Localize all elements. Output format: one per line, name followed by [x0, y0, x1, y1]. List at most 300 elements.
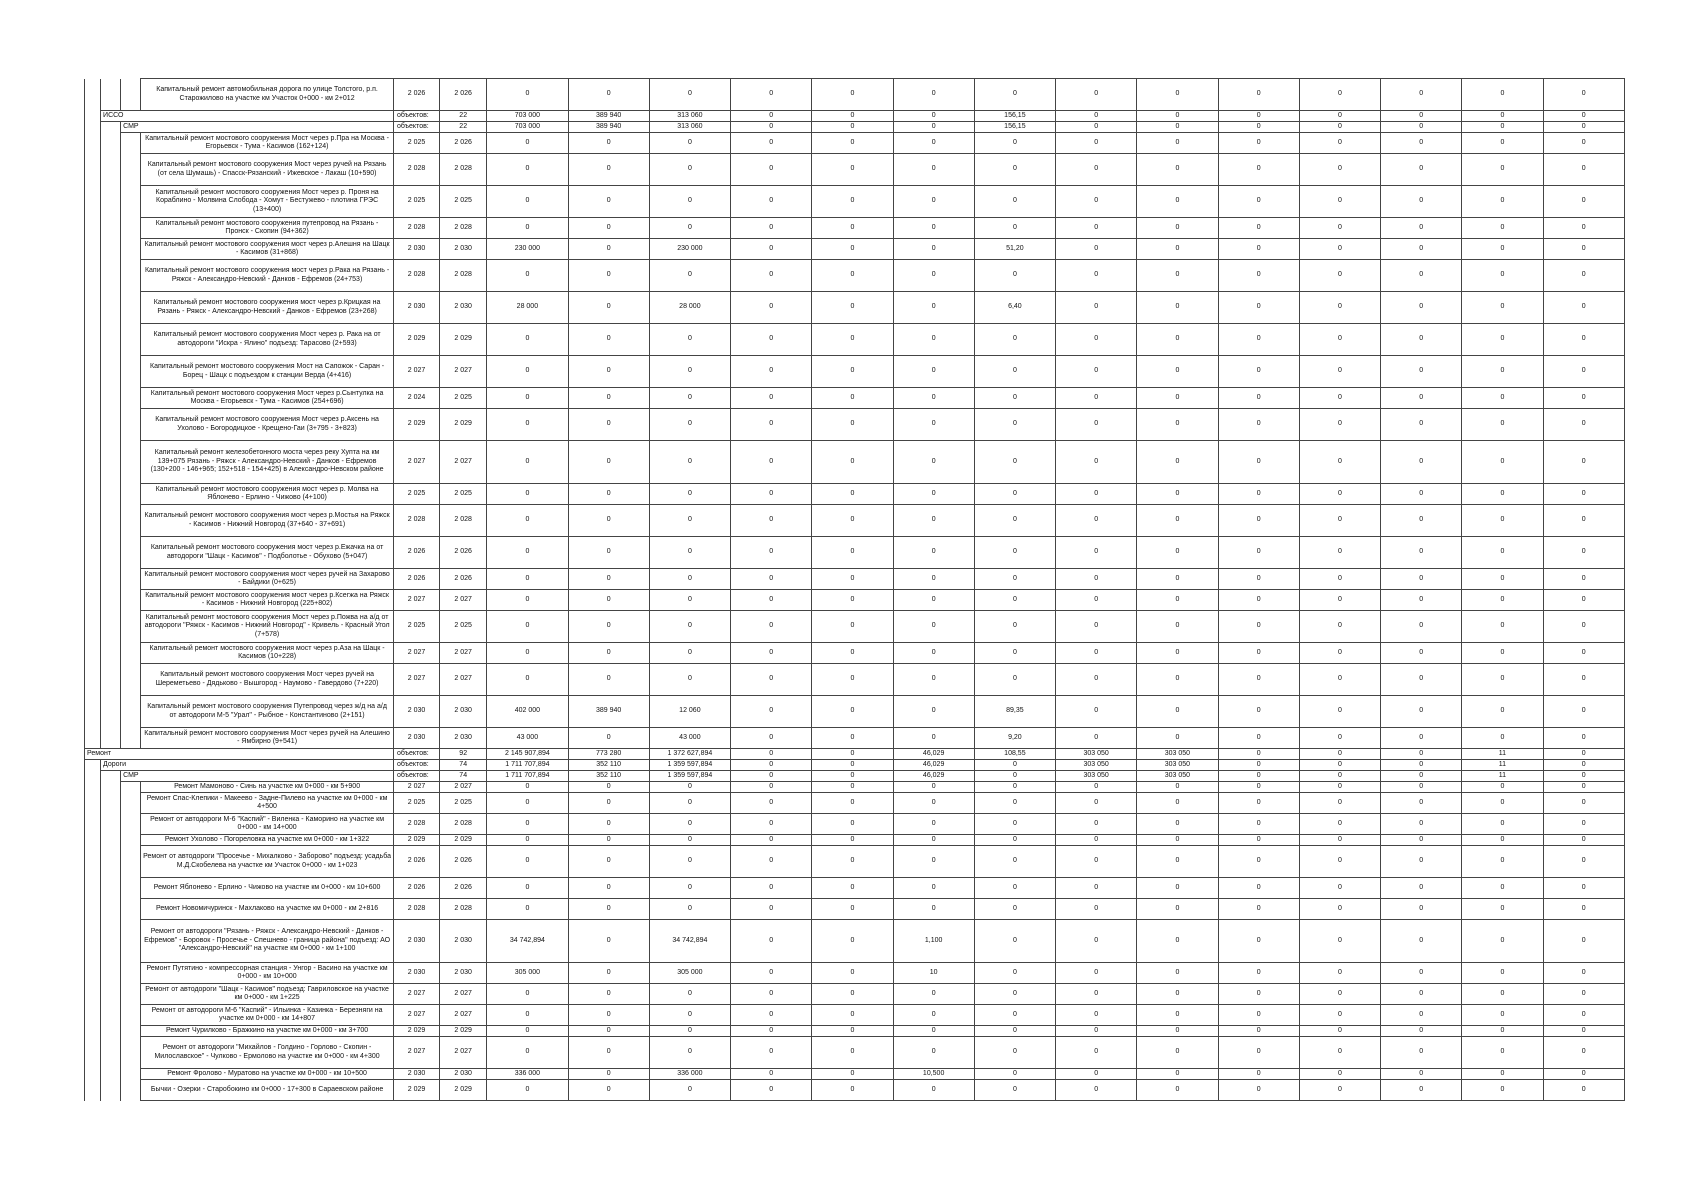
value-cell: 0 [1462, 111, 1543, 122]
value-cell: 0 [731, 760, 812, 771]
end-year-cell: 2 028 [440, 899, 487, 920]
value-cell: 0 [1381, 79, 1462, 111]
table-row [85, 984, 1625, 1005]
value-cell: 0 [1462, 590, 1543, 611]
value-cell: 0 [812, 760, 893, 771]
indent-cell [85, 409, 101, 441]
start-year-cell: 2 029 [393, 1026, 439, 1037]
end-year-cell: 2 028 [440, 154, 487, 186]
indent-cell [101, 899, 121, 920]
end-year-cell: 2 029 [440, 1080, 487, 1101]
table-row [85, 1005, 1625, 1026]
indent-cell [121, 590, 141, 611]
table-row [85, 1080, 1625, 1101]
value-cell: 0 [974, 388, 1055, 409]
value-cell: 0 [1381, 260, 1462, 292]
indent-cell [101, 484, 121, 505]
value-cell: 0 [893, 388, 974, 409]
object-name-cell: Капитальный ремонт мостового сооружения мост через р. Молва на Яблонево - Ерлино - Чижово (4+100) [141, 484, 394, 505]
value-cell: 0 [812, 1080, 893, 1101]
value-cell: 0 [1218, 664, 1299, 696]
value-cell: 0 [1543, 292, 1624, 324]
value-cell: 0 [568, 260, 649, 292]
object-name-cell: Ремонт от автодороги "Просечье - Михалково - Заборово" подъезд: усадьба М.Д.Скобелева на участке км Участок 0+000 - км 1+023 [141, 846, 394, 878]
value-cell: 0 [731, 643, 812, 664]
indent-cell [121, 186, 141, 218]
end-year-cell: 2 025 [440, 484, 487, 505]
value-cell: 0 [1218, 696, 1299, 728]
value-cell: 303 050 [1137, 771, 1218, 782]
objects-count-cell: 22 [440, 111, 487, 122]
value-cell: 0 [893, 260, 974, 292]
value-cell: 0 [1056, 611, 1137, 643]
value-cell: 0 [1381, 409, 1462, 441]
value-cell: 0 [649, 79, 730, 111]
value-cell: 0 [568, 218, 649, 239]
value-cell: 0 [649, 218, 730, 239]
value-cell: 0 [1381, 846, 1462, 878]
value-cell: 0 [1299, 484, 1380, 505]
value-cell: 0 [487, 846, 568, 878]
value-cell: 0 [731, 920, 812, 963]
value-cell: 0 [1218, 920, 1299, 963]
value-cell: 0 [812, 79, 893, 111]
value-cell: 0 [893, 441, 974, 484]
value-cell: 0 [1543, 239, 1624, 260]
object-name-cell: Капитальный ремонт мостового сооружения Путепровод через ж/д на а/д от автодороги М-5 "Урал" - Рыбное - Константиново (2+151) [141, 696, 394, 728]
value-cell: 0 [1137, 846, 1218, 878]
value-cell: 352 110 [568, 760, 649, 771]
table-row [85, 878, 1625, 899]
value-cell: 0 [893, 239, 974, 260]
end-year-cell: 2 029 [440, 1026, 487, 1037]
value-cell: 0 [649, 537, 730, 569]
value-cell: 0 [487, 793, 568, 814]
value-cell: 0 [1056, 696, 1137, 728]
value-cell: 0 [487, 186, 568, 218]
object-name-cell: Капитальный ремонт мостового сооружения мост через р.Мостья на Ряжск - Касимов - Нижний Новгород (37+640 - 37+691) [141, 505, 394, 537]
value-cell: 0 [1543, 1026, 1624, 1037]
value-cell: 0 [1381, 484, 1462, 505]
value-cell: 0 [974, 79, 1055, 111]
object-name-cell: Ремонт Фролово - Муратово на участке км 0+000 - км 10+500 [141, 1069, 394, 1080]
indent-cell [101, 963, 121, 984]
value-cell: 0 [1056, 814, 1137, 835]
table-body [85, 79, 1625, 1101]
value-cell: 0 [1381, 1005, 1462, 1026]
value-cell: 0 [487, 984, 568, 1005]
value-cell: 0 [649, 664, 730, 696]
value-cell: 0 [1299, 696, 1380, 728]
value-cell: 0 [893, 1037, 974, 1069]
value-cell: 0 [893, 505, 974, 537]
value-cell: 0 [974, 133, 1055, 154]
start-year-cell: 2 027 [393, 441, 439, 484]
value-cell: 0 [1218, 1005, 1299, 1026]
value-cell: 0 [1137, 388, 1218, 409]
value-cell: 0 [1381, 122, 1462, 133]
indent-cell [121, 835, 141, 846]
value-cell: 0 [1218, 292, 1299, 324]
value-cell: 0 [1299, 186, 1380, 218]
value-cell: 0 [974, 324, 1055, 356]
end-year-cell: 2 029 [440, 835, 487, 846]
indent-cell [101, 133, 121, 154]
indent-cell [85, 324, 101, 356]
value-cell: 0 [893, 122, 974, 133]
value-cell: 0 [893, 569, 974, 590]
value-cell: 0 [1299, 441, 1380, 484]
value-cell: 313 060 [649, 122, 730, 133]
value-cell: 0 [1543, 1069, 1624, 1080]
value-cell: 0 [1056, 484, 1137, 505]
indent-cell [101, 878, 121, 899]
object-name-cell: Капитальный ремонт мостового сооружения мост через ручей на Захарово - Байдики (0+625) [141, 569, 394, 590]
value-cell: 0 [649, 186, 730, 218]
indent-cell [121, 899, 141, 920]
value-cell: 0 [1056, 782, 1137, 793]
value-cell: 0 [1218, 154, 1299, 186]
value-cell: 0 [487, 814, 568, 835]
value-cell: 303 050 [1137, 760, 1218, 771]
value-cell: 0 [1137, 111, 1218, 122]
value-cell: 0 [1462, 133, 1543, 154]
value-cell: 34 742,894 [649, 920, 730, 963]
value-cell: 0 [1137, 79, 1218, 111]
value-cell: 0 [1056, 569, 1137, 590]
value-cell: 0 [731, 239, 812, 260]
end-year-cell: 2 030 [440, 920, 487, 963]
table-row [85, 484, 1625, 505]
object-name-cell: Ремонт Яблонево - Ерлино - Чижово на участке км 0+000 - км 10+600 [141, 878, 394, 899]
table-row [85, 899, 1625, 920]
value-cell: 0 [1543, 356, 1624, 388]
value-cell: 0 [1218, 846, 1299, 878]
start-year-cell: 2 029 [393, 1080, 439, 1101]
value-cell: 0 [1056, 122, 1137, 133]
start-year-cell: 2 027 [393, 590, 439, 611]
budget-table [84, 78, 1625, 1101]
value-cell: 0 [649, 324, 730, 356]
value-cell: 46,029 [893, 760, 974, 771]
value-cell: 0 [893, 782, 974, 793]
value-cell: 0 [1299, 409, 1380, 441]
indent-cell [121, 537, 141, 569]
value-cell: 0 [893, 899, 974, 920]
end-year-cell: 2 025 [440, 611, 487, 643]
start-year-cell: 2 030 [393, 1069, 439, 1080]
object-name-cell: Ремонт Путятино - компрессорная станция - Унгор - Васино на участке км 0+000 - км 10+000 [141, 963, 394, 984]
value-cell: 0 [568, 505, 649, 537]
value-cell: 0 [974, 782, 1055, 793]
end-year-cell: 2 030 [440, 696, 487, 728]
value-cell: 0 [1462, 846, 1543, 878]
value-cell: 0 [1462, 122, 1543, 133]
value-cell: 0 [1137, 154, 1218, 186]
value-cell: 28 000 [649, 292, 730, 324]
value-cell: 0 [812, 771, 893, 782]
indent-cell [101, 1005, 121, 1026]
value-cell: 0 [1381, 388, 1462, 409]
table-row [85, 133, 1625, 154]
value-cell: 0 [812, 814, 893, 835]
indent-cell [121, 505, 141, 537]
value-cell: 0 [812, 696, 893, 728]
value-cell: 0 [731, 505, 812, 537]
value-cell: 0 [812, 899, 893, 920]
value-cell: 0 [812, 388, 893, 409]
indent-cell [121, 920, 141, 963]
value-cell: 0 [649, 782, 730, 793]
value-cell: 0 [812, 984, 893, 1005]
object-name-cell: Капитальный ремонт автомобильная дорога по улице Толстого, р.п. Старожилово на участке км Участок 0+000 - км 2+012 [141, 79, 394, 111]
value-cell: 0 [1381, 835, 1462, 846]
value-cell: 0 [731, 484, 812, 505]
indent-cell [85, 611, 101, 643]
value-cell: 0 [893, 643, 974, 664]
value-cell: 0 [1299, 611, 1380, 643]
indent-cell [121, 878, 141, 899]
value-cell: 0 [568, 664, 649, 696]
value-cell: 0 [1543, 569, 1624, 590]
indent-cell [101, 356, 121, 388]
value-cell: 0 [1543, 846, 1624, 878]
value-cell: 0 [1056, 292, 1137, 324]
value-cell: 0 [893, 878, 974, 899]
value-cell: 0 [1299, 154, 1380, 186]
value-cell: 0 [1543, 122, 1624, 133]
start-year-cell: 2 028 [393, 218, 439, 239]
indent-cell [121, 409, 141, 441]
value-cell: 0 [1218, 782, 1299, 793]
value-cell: 0 [812, 920, 893, 963]
value-cell: 0 [1218, 611, 1299, 643]
value-cell: 0 [649, 569, 730, 590]
value-cell: 0 [1543, 1005, 1624, 1026]
indent-cell [101, 1026, 121, 1037]
value-cell: 0 [487, 899, 568, 920]
budget-table-sheet [84, 78, 1625, 1101]
value-cell: 0 [487, 1037, 568, 1069]
value-cell: 303 050 [1137, 749, 1218, 760]
value-cell: 0 [1218, 835, 1299, 846]
object-name-cell: Ремонт от автодороги "Рязань - Ряжск - Александро-Невский - Данков - Ефремов" - Боровок - Просечье - Спешнево - граница района" подъезд: АО "Александро-Невский" на участке км 0+000 - км 1+100 [141, 920, 394, 963]
value-cell: 0 [812, 590, 893, 611]
value-cell: 0 [893, 324, 974, 356]
value-cell: 0 [1056, 963, 1137, 984]
value-cell: 0 [1381, 590, 1462, 611]
end-year-cell: 2 025 [440, 388, 487, 409]
value-cell: 0 [731, 441, 812, 484]
value-cell: 0 [1299, 1037, 1380, 1069]
value-cell: 0 [893, 835, 974, 846]
value-cell: 0 [812, 484, 893, 505]
start-year-cell: 2 030 [393, 696, 439, 728]
end-year-cell: 2 025 [440, 793, 487, 814]
value-cell: 0 [1299, 920, 1380, 963]
object-name-cell: Капитальный ремонт мостового сооружения Мост через ручей на Алешино - Ямбирно (9+541) [141, 728, 394, 749]
value-cell: 0 [1543, 643, 1624, 664]
value-cell: 0 [974, 569, 1055, 590]
value-cell: 0 [731, 1026, 812, 1037]
value-cell: 0 [1462, 793, 1543, 814]
group-title-cell: ИССО [101, 111, 394, 122]
value-cell: 0 [1137, 218, 1218, 239]
value-cell: 0 [1381, 771, 1462, 782]
value-cell: 0 [1218, 388, 1299, 409]
value-cell: 0 [1543, 878, 1624, 899]
value-cell: 0 [1543, 728, 1624, 749]
start-year-cell: 2 025 [393, 611, 439, 643]
value-cell: 0 [893, 793, 974, 814]
value-cell: 0 [1137, 260, 1218, 292]
value-cell: 230 000 [487, 239, 568, 260]
value-cell: 0 [812, 122, 893, 133]
value-cell: 0 [1056, 409, 1137, 441]
value-cell: 0 [1218, 728, 1299, 749]
value-cell: 0 [568, 239, 649, 260]
value-cell: 0 [1462, 696, 1543, 728]
indent-cell [85, 878, 101, 899]
value-cell: 0 [1381, 441, 1462, 484]
value-cell: 0 [649, 793, 730, 814]
value-cell: 0 [568, 814, 649, 835]
object-name-cell: Ремонт Чурилково - Бражкино на участке км 0+000 - км 3+700 [141, 1026, 394, 1037]
indent-cell [85, 771, 101, 782]
objects-label-cell: объектов: [393, 760, 439, 771]
value-cell: 0 [1543, 835, 1624, 846]
value-cell: 0 [649, 590, 730, 611]
value-cell: 389 940 [568, 111, 649, 122]
value-cell: 0 [812, 1069, 893, 1080]
indent-cell [85, 484, 101, 505]
value-cell: 0 [1056, 111, 1137, 122]
value-cell: 0 [812, 537, 893, 569]
value-cell: 230 000 [649, 239, 730, 260]
value-cell: 34 742,894 [487, 920, 568, 963]
value-cell: 0 [1218, 356, 1299, 388]
value-cell: 0 [1218, 590, 1299, 611]
value-cell: 0 [568, 963, 649, 984]
value-cell: 1,100 [893, 920, 974, 963]
value-cell: 0 [649, 1005, 730, 1026]
indent-cell [101, 441, 121, 484]
object-name-cell: Ремонт от автодороги "Михайлов - Голдино - Горлово - Скопин - Милославское" - Чулково - Ермолово на участке км 0+000 - км 4+300 [141, 1037, 394, 1069]
value-cell: 0 [1462, 154, 1543, 186]
value-cell: 0 [731, 79, 812, 111]
value-cell: 0 [731, 122, 812, 133]
value-cell: 0 [568, 537, 649, 569]
value-cell: 0 [1299, 643, 1380, 664]
value-cell: 0 [1381, 728, 1462, 749]
value-cell: 0 [1462, 324, 1543, 356]
table-row [85, 835, 1625, 846]
table-row [85, 643, 1625, 664]
group-total-row [85, 760, 1625, 771]
indent-cell [121, 782, 141, 793]
value-cell: 0 [974, 154, 1055, 186]
value-cell: 0 [1299, 569, 1380, 590]
value-cell: 0 [1218, 324, 1299, 356]
value-cell: 0 [812, 793, 893, 814]
table-row [85, 537, 1625, 569]
table-row [85, 186, 1625, 218]
table-row [85, 239, 1625, 260]
value-cell: 0 [1462, 409, 1543, 441]
value-cell: 0 [731, 1005, 812, 1026]
value-cell: 0 [1218, 1080, 1299, 1101]
value-cell: 0 [1299, 260, 1380, 292]
value-cell: 0 [893, 154, 974, 186]
end-year-cell: 2 025 [440, 186, 487, 218]
value-cell: 0 [974, 356, 1055, 388]
indent-cell [85, 814, 101, 835]
value-cell: 46,029 [893, 749, 974, 760]
indent-cell [121, 154, 141, 186]
value-cell: 0 [1056, 664, 1137, 696]
indent-cell [101, 1069, 121, 1080]
object-name-cell: Капитальный ремонт мостового сооружения Мост через ручей на Рязань (от села Шумашь) - Спасск-Рязанский - Ижевское - Лакаш (10+590) [141, 154, 394, 186]
value-cell: 0 [731, 878, 812, 899]
indent-cell [101, 793, 121, 814]
value-cell: 0 [1462, 239, 1543, 260]
value-cell: 0 [812, 239, 893, 260]
table-row [85, 696, 1625, 728]
value-cell: 0 [974, 846, 1055, 878]
end-year-cell: 2 027 [440, 356, 487, 388]
value-cell: 0 [1462, 1069, 1543, 1080]
indent-cell [101, 696, 121, 728]
indent-cell [101, 537, 121, 569]
table-row [85, 260, 1625, 292]
object-name-cell: Бычки - Озерки - Старобокино км 0+000 - 17+300 в Сараевском районе [141, 1080, 394, 1101]
group-total-row [85, 749, 1625, 760]
value-cell: 9,20 [974, 728, 1055, 749]
value-cell: 0 [1218, 111, 1299, 122]
value-cell: 0 [893, 846, 974, 878]
indent-cell [101, 771, 121, 782]
value-cell: 0 [487, 878, 568, 899]
value-cell: 1 359 597,894 [649, 771, 730, 782]
indent-cell [85, 1037, 101, 1069]
value-cell: 0 [1056, 154, 1137, 186]
value-cell: 0 [1543, 1037, 1624, 1069]
value-cell: 0 [1299, 728, 1380, 749]
value-cell: 0 [1381, 218, 1462, 239]
value-cell: 0 [812, 260, 893, 292]
value-cell: 0 [1462, 79, 1543, 111]
value-cell: 10,500 [893, 1069, 974, 1080]
value-cell: 0 [1381, 611, 1462, 643]
end-year-cell: 2 027 [440, 782, 487, 793]
end-year-cell: 2 026 [440, 133, 487, 154]
value-cell: 0 [731, 611, 812, 643]
end-year-cell: 2 028 [440, 814, 487, 835]
object-name-cell: Капитальный ремонт мостового сооружения путепровод на Рязань - Пронск - Скопин (94+362) [141, 218, 394, 239]
end-year-cell: 2 027 [440, 1037, 487, 1069]
value-cell: 0 [1381, 356, 1462, 388]
end-year-cell: 2 028 [440, 505, 487, 537]
indent-cell [101, 292, 121, 324]
value-cell: 0 [1299, 324, 1380, 356]
indent-cell [85, 1005, 101, 1026]
value-cell: 0 [1056, 835, 1137, 846]
value-cell: 0 [1299, 835, 1380, 846]
value-cell: 0 [974, 984, 1055, 1005]
value-cell: 0 [812, 963, 893, 984]
object-name-cell: Ремонт Мамоново - Синь на участке км 0+000 - км 5+900 [141, 782, 394, 793]
value-cell: 0 [649, 388, 730, 409]
